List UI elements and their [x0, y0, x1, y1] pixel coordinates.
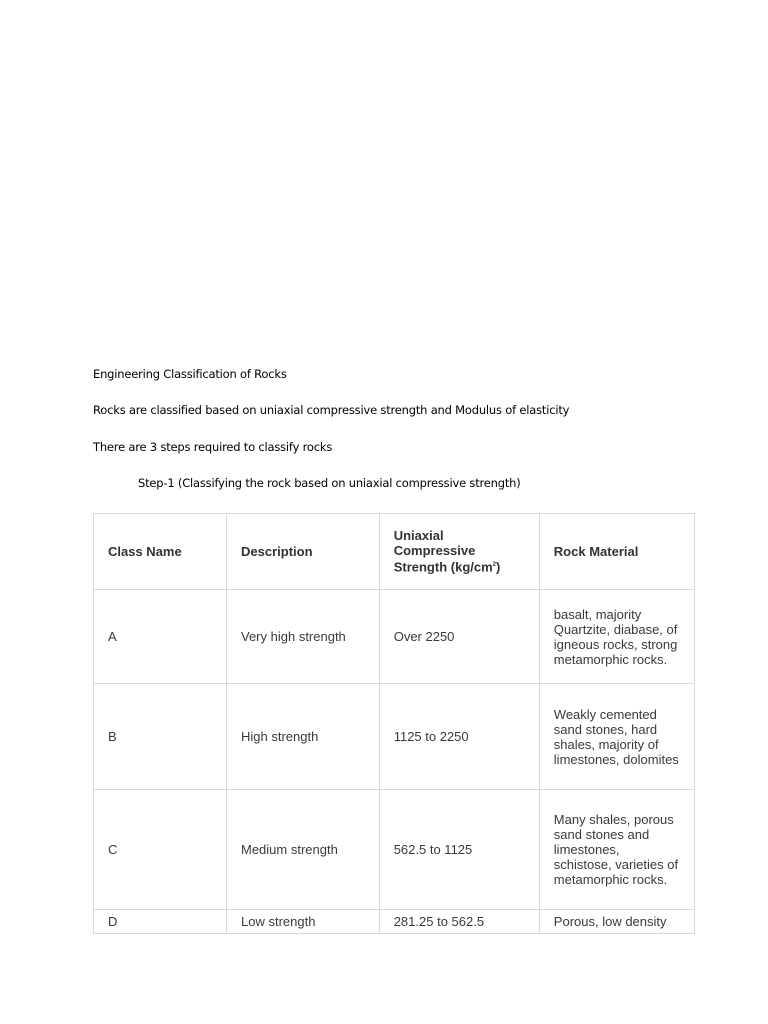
rock-classification-table — [93, 513, 695, 934]
document-title: Engineering Classification of Rocks — [93, 367, 287, 381]
cell-description: Low strength — [227, 910, 380, 934]
cell-rock-material: Porous, low density — [539, 910, 694, 934]
cell-description: Medium strength — [227, 790, 380, 910]
cell-rock-material: Weakly cemented sand stones, hard shales, majority of limestones, dolomites — [539, 684, 694, 790]
cell-description: High strength — [227, 684, 380, 790]
cell-class-name: B — [94, 684, 227, 790]
cell-strength: Over 2250 — [379, 590, 539, 684]
table-row — [94, 790, 695, 910]
table-header-row — [94, 514, 695, 590]
header-description: Description — [227, 514, 380, 590]
cell-strength: 562.5 to 1125 — [379, 790, 539, 910]
table-row — [94, 684, 695, 790]
cell-description: Very high strength — [227, 590, 380, 684]
header-strength — [379, 514, 539, 590]
cell-class-name: D — [94, 910, 227, 934]
header-strength-close: ) — [496, 559, 501, 575]
cell-rock-material: basalt, majority Quartzite, diabase, of igneous rocks, strong metamorphic rocks. — [539, 590, 694, 684]
header-strength-superscript: 2 — [492, 562, 497, 569]
cell-class-name: C — [94, 790, 227, 910]
table-row — [94, 590, 695, 684]
table-row — [94, 910, 695, 934]
step-1-heading: Step-1 (Classifying the rock based on uniaxial compressive strength) — [138, 476, 521, 490]
cell-strength: 1125 to 2250 — [379, 684, 539, 790]
cell-class-name: A — [94, 590, 227, 684]
header-rock-material: Rock Material — [539, 514, 694, 590]
cell-rock-material: Many shales, porous sand stones and limestones, schistose, varieties of metamorphic rocks. — [539, 790, 694, 910]
steps-note: There are 3 steps required to classify rocks — [93, 440, 333, 454]
intro-paragraph: Rocks are classified based on uniaxial compressive strength and Modulus of elasticity — [93, 403, 570, 417]
header-class-name: Class Name — [94, 514, 227, 590]
cell-strength: 281.25 to 562.5 — [379, 910, 539, 934]
header-strength-label: Uniaxial Compressive Strength (kg/cm — [393, 528, 493, 575]
